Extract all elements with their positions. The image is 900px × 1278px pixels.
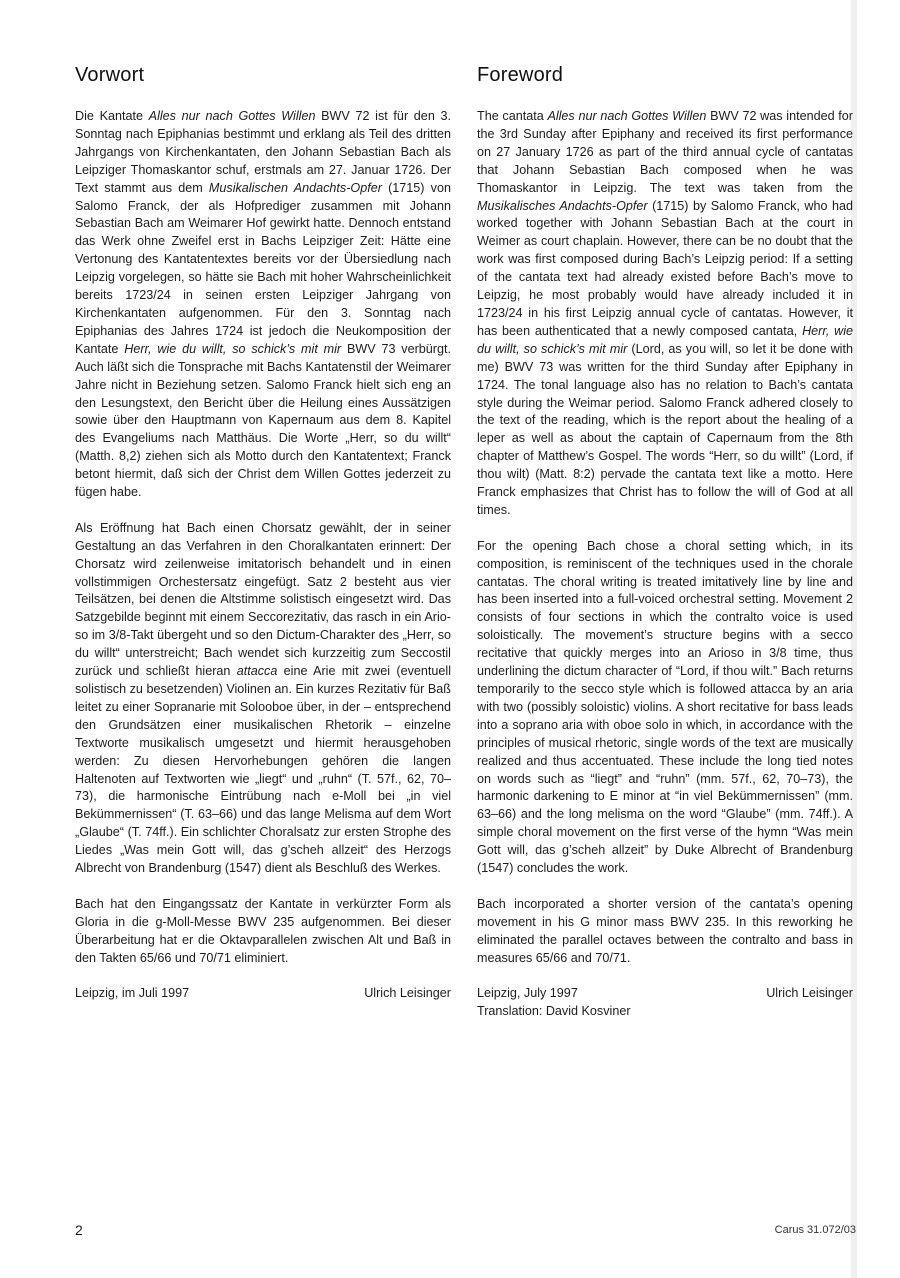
italic-title: Alles nur nach Gottes Willen xyxy=(148,109,316,123)
foreword-paragraph-2: For the opening Bach chose a choral setting which, in its composition, is reminiscent of the techniques used in the chorale cantatas. The choral writing is treated imitatively line by line and has been inserted into a full-voiced orchestral setting. Movement 2 consists of four sections in which the contralto voice is used soloistically. The movement’s structure begins with a secco recitative that quickly merges into an Arioso in 3/8 time, thus underlining the dictum character of “Lord, if thou wilt.” Bach returns temporarily to the secco style which is followed attacca by an aria with two (possibly soloistic) violins. A short recitative for bass leads into a soprano aria with oboe solo in which, in accordance with the principles of musical rhetoric, single words of the text are musically realized and thus accentuated. These include the long tied notes on words such as “liegt” and “ruhn” (mm. 57f., 62, 70–73), the harmonic darkening to E minor at “in viel Bekümmernissen” (mm. 63–66) and the long melisma on the word “Glaube” (mm. 74ff.). A simple choral movement on the first verse of the hymn “Was mein Gott will, das g’scheh allzeit” by Duke Albrecht of Brandenburg (1547) concludes the work. xyxy=(477,538,853,876)
english-column xyxy=(477,64,853,1021)
vorwort-signature xyxy=(75,985,451,1003)
italic-title: Musikalisches Andachts-Opfer xyxy=(477,198,648,213)
foreword-author: Ulrich Leisinger xyxy=(766,986,853,1001)
page-number: 2 xyxy=(75,1222,83,1238)
italic-title: Alles nur nach Gottes Willen xyxy=(547,109,707,123)
italic-title: Herr, wie du willt, so schick’s mit mir xyxy=(477,323,853,356)
foreword-paragraph-3: Bach incorporated a shorter version of the cantata’s opening movement in his G minor mass BWV 235. In this reworking he eliminated the parallel octaves between the contralto and bass in measures 65/66 and 70/71. xyxy=(477,896,853,965)
vorwort-paragraph-1: Die Kantate Alles nur nach Gottes Willen BWV 72 ist für den 3. Sonntag nach Epiphanias bestimmt und erklang als Teil des dritten Jahrgangs von Kirchenkantaten, den Johann Sebastian Bach als Leipziger Thomaskantor schuf, erstmals am 27. Januar 1726. Der Text stammt aus dem Musikalischen Andachts-Opfer (1715) von Salomo Franck, der als Hofprediger zusammen mit Johann Sebastian Bach am Weimarer Hof gewirkt hatte. Dennoch entstand das Werk ohne Zweifel erst in Bachs Leipziger Zeit: Hätte eine Vertonung des Kantatentextes bereits vor der Übersiedlung nach Leipzig vorgelegen, so hätte sie Bach mit hoher Wahrscheinlichkeit bereits 1723/24 in seinen ersten Leipziger Jahrgang von Kirchenkantaten aufgenommen. Für den 3. Sonntag nach Epiphanias des Jahres 1724 ist jedoch die Neukomposition der Kantate Herr, wie du willt, so schick’s mit mir BWV 73 verbürgt. Auch läßt sich die Tonsprache mit Bachs Kantatenstil der Weimarer Jahre nicht in Beziehung setzen. Salomo Franck hielt sich eng an den Lesungstext, den Bericht über die Heilung eines Aussätzigen sowie über den Hauptmann von Kapernaum aus dem 8. Kapitel des Evangeliums nach Matthäus. Die Worte „Herr, so du willt“ (Matth. 8,2) ziehen sich als Motto durch den Kantatentext; Franck betont hiermit, daß sich der Christ dem Willen Gottes jederzeit zu fügen habe. xyxy=(75,109,452,500)
foreword-translator: Translation: David Kosviner xyxy=(477,1004,631,1019)
vorwort-paragraph-2: Als Eröffnung hat Bach einen Chorsatz gewählt, der in seiner Gestaltung an das Verfahren in den Choralkantaten erinnert: Der Chorsatz wird zeilenweise imitatorisch behandelt und in einen vollstimmigen Orchestersatz eingefügt. Satz 2 besteht aus vier Teilsätzen, bei denen die Altstimme solistisch eingesetzt wird. Das Satzgebilde beginnt mit einem Seccorezitativ, das rasch in ein Arioso im 3/8-Takt übergeht und so den Dictum-Charakter des „Herr, so du willt“ unterstreicht; Bach wendet sich kurzzeitig zum Seccostil zurück und schließt hieran attacca eine Arie mit zwei (eventuell solistisch zu besetzenden) Violinen an. Ein kurzes Rezitativ für Baß leitet zu einer Sopranarie mit Solooboe über, in der – entsprechend den Grundsätzen einer musikalischen Rhetorik – einzelne Textworte musikalisch umgesetzt und hiermit herausgehoben werden: Zu diesen Hervorhebungen gehören die langen Haltenoten auf Textworten wie „liegt“ und „ruhn“ (T. 57f., 62, 70–73), die harmonische Eintrübung nach e-Moll bei „in viel Bekümmernissen“ (T. 63–66) und das lange Melisma auf dem Wort „Glaube“ (T. 74ff.). Ein schlichter Choralsatz zur ersten Strophe des Liedes „Was mein Gott will, das g’scheh allzeit“ des Herzogs Albrecht von Brandenburg (1547) dient als Beschluß des Werkes. xyxy=(75,520,452,876)
vorwort-place-date: Leipzig, im Juli 1997 xyxy=(75,986,190,1001)
vorwort-author: Ulrich Leisinger xyxy=(364,986,451,1001)
foreword-paragraph-1: The cantata Alles nur nach Gottes Willen BWV 72 was intended for the 3rd Sunday after Epiphany and received its first performance on 27 January 1726 as part of the third annual cycle of cantatas that Johann Sebastian Bach composed when he was Thomaskantor in Leipzig. The text was taken from the Musikalisches Andachts-Opfer (1715) by Salomo Franck, who had worked together with Johann Sebastian Bach at the court in Weimer as court chaplain. However, there can be no doubt that the work was first composed during Bach’s Leipzig period: If a setting of the cantata text had already existed before Bach’s move to Leipzig, he most probably would have already included it in 1723/24 in his first Leipzig annual cycle of cantatas. However, it has been authenticated that a newly composed cantata, Herr, wie du willt, so schick’s mit mir (Lord, as you will, so let it be done with me) BWV 73 was written for the third Sunday after Epiphany in 1724. The tonal language also has no relation to Bach’s cantata style during the Weimar period. Salomo Franck adhered closely to the text of the reading, which is the report about the healing of a leper as well as about the captain of Capernaum from the 8th chapter of Matthew’s Gospel. The words “Herr, so du willt” (Lord, if thou wilt) (Matt. 8:2) pervade the cantata text like a motto. Here Franck emphasizes that Christ has to follow the will of God at all times. xyxy=(477,109,853,517)
italic-title: Musikalischen Andachts-Opfer xyxy=(208,180,382,195)
german-column xyxy=(75,64,451,1003)
italic-title: attacca xyxy=(236,664,278,679)
vorwort-paragraph-3: Bach hat den Eingangssatz der Kantate in verkürzter Form als Gloria in die g-Moll-Messe BWV 235 aufgenommen. Bei dieser Überarbeitung hat er die Oktavparallelen zwischen Alt und Baß in den Takten 65/66 und 70/71 eliminiert. xyxy=(75,896,451,965)
foreword-signature xyxy=(477,985,853,1003)
italic-title: Herr, wie du willt, so schick’s mit mir xyxy=(124,341,342,356)
catalog-number: Carus 31.072/03 xyxy=(774,1224,856,1236)
foreword-place-date: Leipzig, July 1997 xyxy=(477,986,578,1001)
vorwort-heading: Vorwort xyxy=(75,64,145,86)
foreword-heading: Foreword xyxy=(477,64,564,86)
